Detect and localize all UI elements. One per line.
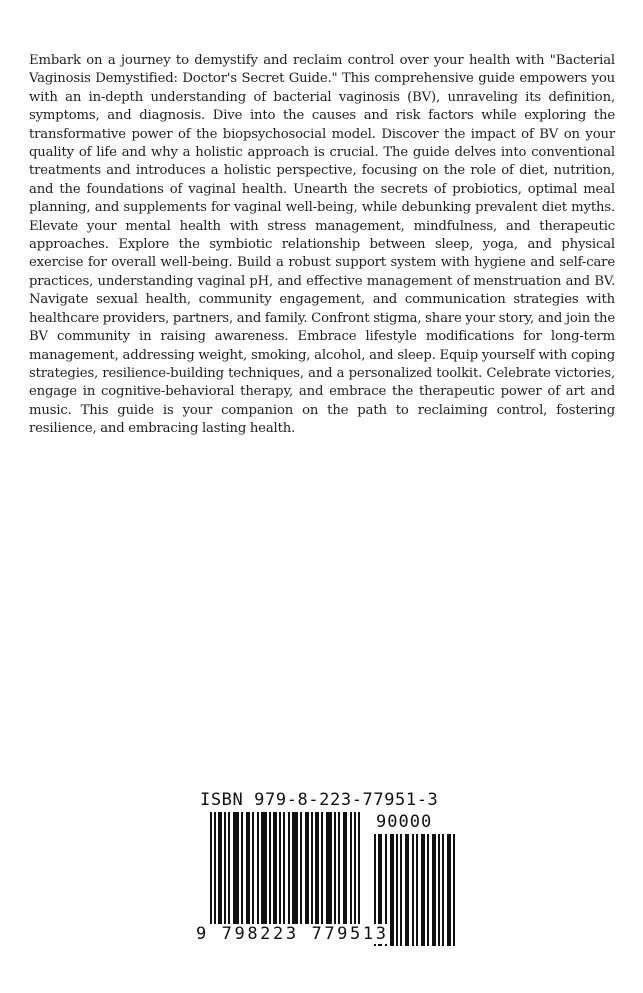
- isbn-barcode-block: [196, 790, 456, 960]
- ean-human-readable: 9 798223 779513: [196, 924, 389, 944]
- isbn-label: ISBN 979-8-223-77951-3: [200, 790, 439, 810]
- book-description: Embark on a journey to demystify and reclaim control over your health with "Bacterial Vaginosis Demystified: Doctor's Secret Guide." This comprehensive guide empowers you with an in-depth understanding of bacterial vaginosis (BV), unraveling its definition, symptoms, and diagnosis. Dive into the causes and risk factors while exploring the transformative power of the biopsychosocial model. Discover the impact of BV on your quality of life and why a holistic approach is crucial. The guide delves into conventional treatments and introduces a holistic perspective, focusing on the role of diet, nutrition, and the foundations of vaginal health. Unearth the secrets of probiotics, optimal meal planning, and supplements for vaginal well-being, while debunking prevalent diet myths. Elevate your mental health with stress management, mindfulness, and therapeutic approaches. Explore the symbiotic relationship between sleep, yoga, and physical exercise for overall well-being. Build a robust support system with hygiene and self-care practices, understanding vaginal pH, and effective management of menstruation and BV. Navigate sexual health, community engagement, and communication strategies with healthcare providers, partners, and family. Confront stigma, share your story, and join the BV community in raising awareness. Embrace lifestyle modifications for long-term management, addressing weight, smoking, alcohol, and sleep. Equip yourself with coping strategies, resilience-building techniques, and a personalized toolkit. Celebrate victories, engage in cognitive-behavioral therapy, and embrace the therapeutic power of art and music. This guide is your companion on the path to reclaiming control, fostering resilience, and embracing lasting health.: [29, 53, 615, 437]
- price-addon-code: 90000: [376, 812, 433, 832]
